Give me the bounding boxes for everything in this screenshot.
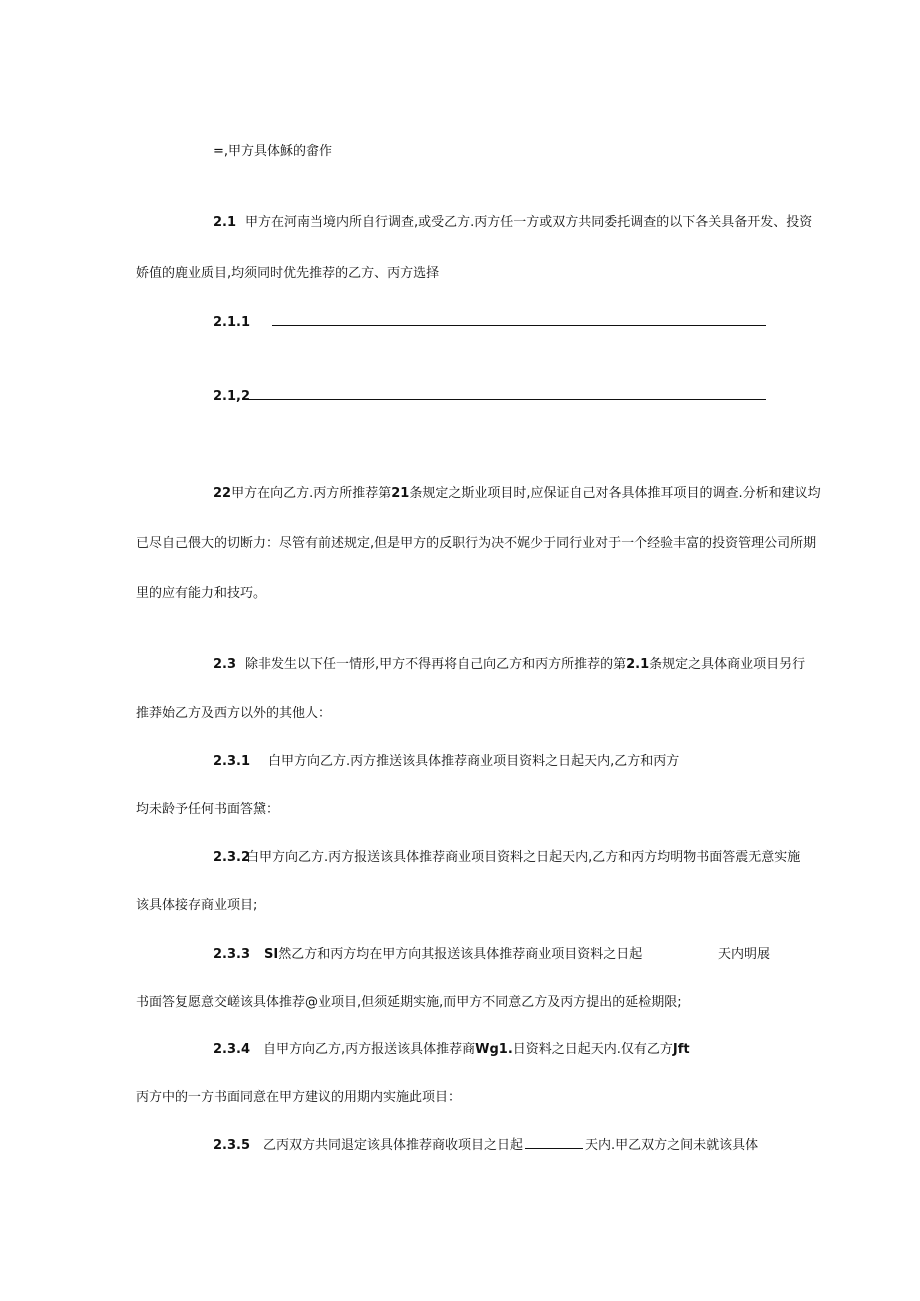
clause-number: 2.3.2 (213, 850, 251, 865)
clause-number: 2.1.1 (213, 315, 251, 330)
clause-text: 白甲方向乙方.丙方推送该具体推荐商业项目资料之日起天内,乙方和丙方 (268, 754, 680, 769)
clause-number: 2.3.5 (213, 1138, 251, 1153)
clause-number: 2.1 (213, 215, 237, 230)
clause-reference: 21 (391, 486, 410, 501)
clause-text: 日资料之日起天内.仅有乙方 (512, 1042, 673, 1057)
clause-2-3-5-line-1 (213, 1137, 758, 1155)
clause-lead: SI (264, 947, 279, 962)
clause-2-1-1 (213, 314, 766, 332)
clause-number: 2.1,2 (213, 389, 251, 404)
clause-2-3-line-1 (213, 656, 805, 674)
clause-text: 自甲方向乙方,丙方报送该具体推荐商 (263, 1042, 476, 1057)
clause-bold: Jft (672, 1042, 690, 1057)
clause-text: 天内.甲乙双方之间未就该具体 (585, 1138, 759, 1153)
clause-2-2-line-1 (213, 485, 821, 503)
clause-number: 2.3 (213, 657, 237, 672)
section-heading: =,甲方具体穌的畲作 (213, 144, 333, 159)
clause-2-3-4-line-2: 丙方中的一方书面同意在甲方建议的用期内实施此项目： (136, 1090, 462, 1105)
clause-2-1-2 (213, 388, 766, 406)
clause-2-3-4-line-1 (213, 1041, 690, 1059)
clause-text: 甲方在河南当境内所自行调查,或受乙方.丙方任一方或双方共同委托调查的以下各关具备开发、投资 (245, 215, 813, 230)
clause-text: 然乙方和丙方均在甲方向其报送该具体推荐商业项目资料之日起 (278, 947, 643, 962)
clause-2-3-3-line-2: 书面答复愿意交嵯该具体推荐@业项目,但须延期实施,而甲方不同意乙方及丙方提出的延检期限; (136, 995, 682, 1010)
clause-2-3-2-line-2: 该具体接存商业项目; (136, 898, 258, 913)
clause-2-1-line-1 (213, 214, 812, 232)
fill-in-blank (246, 388, 766, 400)
clause-2-3-1-line-2: 均未龄予任何书面答黛： (136, 802, 280, 817)
clause-number: 2.3.1 (213, 754, 251, 769)
clause-text: 条规定之具体商业项目另行 (649, 657, 806, 672)
clause-bold: Wg1. (475, 1042, 513, 1057)
clause-number: 22 (213, 486, 232, 501)
clause-text: 除非发生以下任一情形,甲方不得再将自己向乙方和丙方所推荐的第 (245, 657, 627, 672)
clause-text: 条规定之斯业项目时,应保证自己对各具体推耳项目的调查.分析和建议均 (409, 486, 821, 501)
clause-number: 2.3.3 (213, 947, 251, 962)
clause-2-3-2-line-1 (213, 849, 800, 867)
clause-text: 乙丙双方共同退定该具体推荐商收项目之日起 (263, 1138, 524, 1153)
clause-2-3-1-line-1 (213, 753, 679, 771)
clause-reference: 2.1 (626, 657, 650, 672)
clause-text: 白甲方向乙方.丙方报送该具体推荐商业项目资料之日起天内,乙方和丙方均明物书面答震无意实施 (246, 850, 801, 865)
fill-in-blank (525, 1137, 583, 1149)
clause-number: 2.3.4 (213, 1042, 251, 1057)
clause-2-3-3-line-1 (213, 946, 642, 964)
clause-text: 甲方在向乙方.丙方所推荐第 (231, 486, 392, 501)
clause-2-3-line-2: 推莽始乙方及西方以外的其他人： (136, 706, 332, 721)
clause-2-3-3-line-1-tail: 天内明展 (718, 947, 771, 962)
clause-2-2-line-3: 里的应有能力和技巧。 (136, 586, 267, 601)
clause-2-1-line-2: 娇值的鹿业质目,均须同时优先推荐的乙方、丙方选择 (136, 266, 440, 281)
fill-in-blank (272, 314, 766, 326)
clause-2-2-line-2: 已尽自己偎大的切断力：尽管有前述规定,但是甲方的反职行为决不娓少于同行业对于一个经验丰富的投资管理公司所期 (136, 536, 817, 551)
